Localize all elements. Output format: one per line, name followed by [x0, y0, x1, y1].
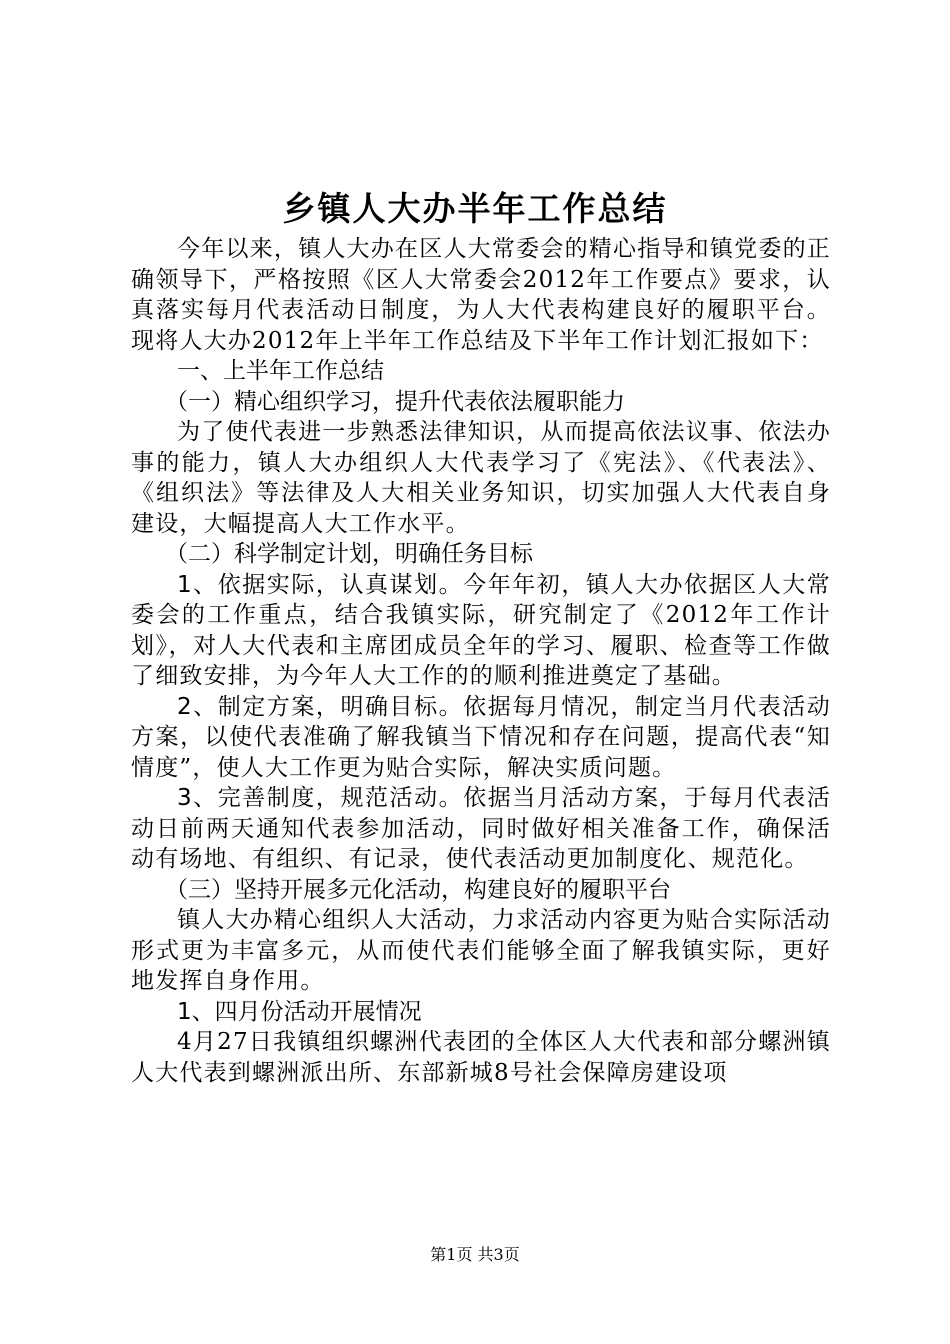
subsection-heading-plan: （二）科学制定计划，明确任务目标	[165, 541, 533, 567]
april-activity-heading: 1、四月份活动开展情况	[177, 998, 422, 1025]
plan-item-2	[131, 692, 831, 784]
study-paragraph: 为了使代表进一步熟悉法律知识，从而提高依法议事、依法办事的能力，镇人大办组织人大代表学习了《宪法》、《代表法》、《组织法》等法律及人大相关业务知识，切实加强人大代表自身建设，大幅提高人大工作水平。	[131, 419, 831, 537]
intro-paragraph: 今年以来，镇人大办在区人大常委会的精心指导和镇党委的正确领导下，严格按照《区人大常委会2012年工作要点》要求，认真落实每月代表活动日制度，为人大代表构建良好的履职平台。现将人大办2012年上半年工作总结及下半年工作计划汇报如下：	[131, 236, 831, 354]
document-body	[131, 234, 831, 1088]
subsection-heading-study: （一）精心组织学习，提升代表依法履职能力	[165, 388, 625, 415]
plan-item-1-text: 今年年初，镇人大办依据区人大常委会的工作重点，结合我镇实际，研究制定了《2012年工作计划》，对人大代表和主席团成员全年的学习、履职、检查等工作做了细致安排，为今年人大工作的的顺利推进奠定了基础。	[131, 571, 831, 689]
section-heading-summary: 一、上半年工作总结	[177, 358, 384, 384]
plan-item-2-lead: 2、制定方案，明确目标。	[177, 693, 464, 720]
plan-item-2-text: 依据每月情况，制定当月代表活动方案，以使代表准确了解我镇当下情况和存在问题，提高代表“知情度”，使人大工作更为贴合实际，解决实质问题。	[131, 693, 831, 781]
activities-paragraph: 镇人大办精心组织人大活动，力求活动内容更为贴合实际活动形式更为丰富多元，从而使代表们能够全面了解我镇实际，更好地发挥自身作用。	[131, 907, 831, 994]
page-footer: 第1页 共3页	[430, 1245, 520, 1264]
plan-item-1-lead: 1、依据实际，认真谋划。	[177, 571, 464, 598]
april-activity-paragraph: 4月27日我镇组织螺洲代表团的全体区人大代表和部分螺洲镇人大代表到螺洲派出所、东部新城8号社会保障房建设项	[131, 1029, 831, 1086]
plan-item-3-text: 依据当月活动方案，于每月代表活动日前两天通知代表参加活动，同时做好相关准备工作，确保活动有场地、有组织、有记录，使代表活动更加制度化、规范化。	[131, 785, 831, 872]
subsection-heading-activities: （三）坚持开展多元化活动，构建良好的履职平台	[165, 876, 671, 903]
plan-item-1	[131, 570, 831, 692]
plan-item-3-lead: 3、完善制度，规范活动。	[177, 785, 464, 811]
plan-item-3	[131, 783, 831, 875]
document-title: 乡镇人大办半年工作总结	[282, 189, 668, 228]
